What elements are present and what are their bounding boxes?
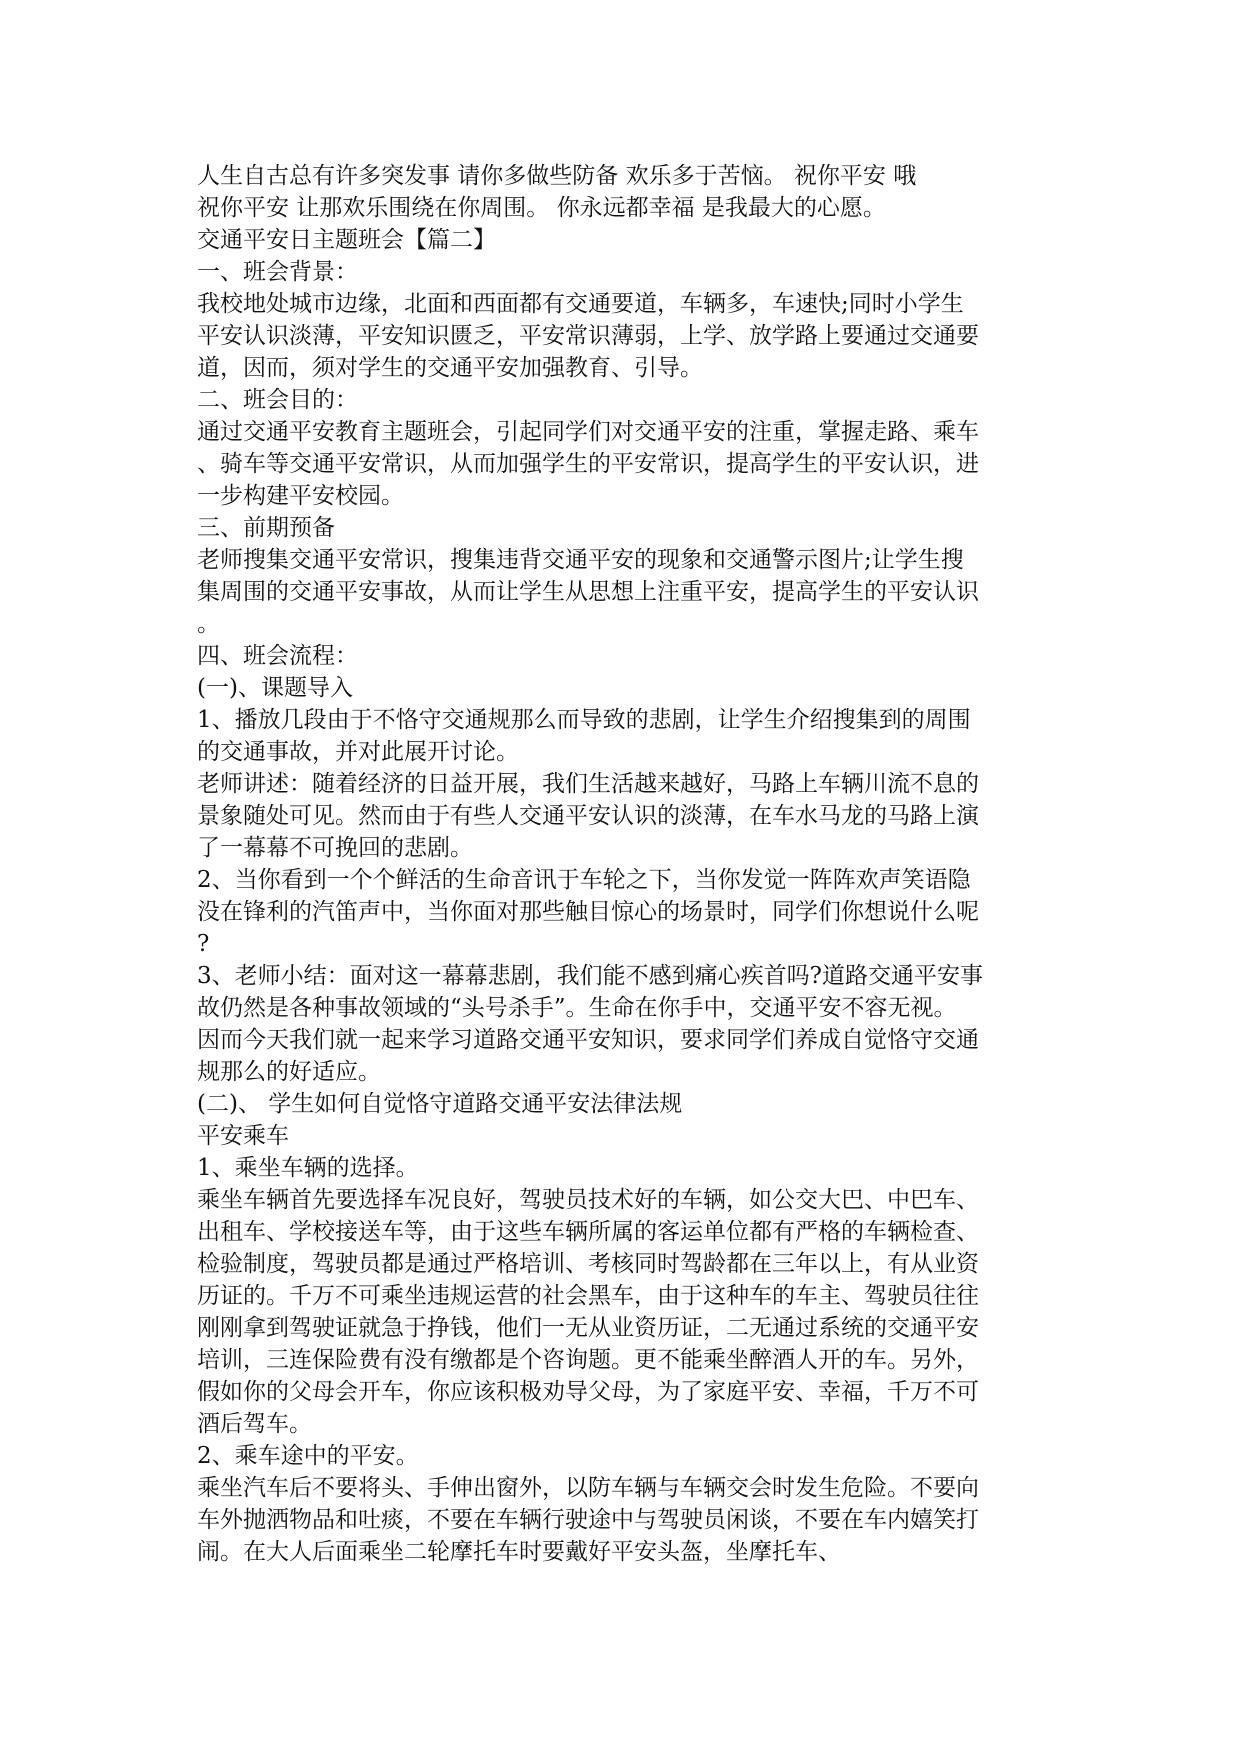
text-line: 3、老师小结：面对这一幕幕悲剧，我们能不感到痛心疾首吗?道路交通平安事: [197, 963, 983, 989]
text-line: 我校地处城市边缘，北面和西面都有交通要道，车辆多，车速快;同时小学生: [197, 291, 964, 317]
text-line: 、骑车等交通平安常识，从而加强学生的平安常识，提高学生的平安认识，进: [197, 451, 979, 477]
text-line: 集周围的交通平安事故，从而让学生从思想上注重平安，提高学生的平安认识: [197, 579, 979, 605]
text-line: 。: [197, 611, 220, 637]
text-line: 闹。在大人后面乘坐二轮摩托车时要戴好平安头盔，坐摩托车、: [197, 1539, 841, 1565]
text-line: 没在锋利的汽笛声中，当你面对那些触目惊心的场景时，同学们你想说什么呢: [197, 899, 979, 925]
text-line: 通过交通平安教育主题班会，引起同学们对交通平安的注重，掌握走路、乘车: [197, 419, 979, 445]
text-line: 一步构建平安校园。: [197, 483, 404, 509]
text-line: 了一幕幕不可挽回的悲剧。: [197, 835, 473, 861]
text-line: ?: [197, 931, 210, 957]
text-line: 平安认识淡薄，平安知识匮乏，平安常识薄弱，上学、放学路上要通过交通要: [197, 323, 979, 349]
text-line: 交通平安日主题班会【篇二】: [197, 227, 496, 253]
text-line: 出租车、学校接送车等，由于这些车辆所属的客运单位都有严格的车辆检查、: [197, 1219, 979, 1245]
text-line: 乘坐汽车后不要将头、手伸出窗外，以防车辆与车辆交会时发生危险。不要向: [197, 1475, 979, 1501]
text-line: 假如你的父母会开车，你应该积极劝导父母，为了家庭平安、幸福，千万不可: [197, 1379, 979, 1405]
text-line: 2、当你看到一个个鲜活的生命音讯于车轮之下，当你发觉一阵阵欢声笑语隐: [197, 867, 971, 893]
text-line: 检验制度，驾驶员都是通过严格培训、考核同时驾龄都在三年以上，有从业资: [197, 1251, 979, 1277]
document-body: [197, 160, 1057, 1568]
text-line: (一)、课题导入: [197, 675, 353, 701]
text-line: 故仍然是各种事故领域的“头号杀手”。生命在你手中，交通平安不容无视。: [197, 995, 957, 1021]
text-line: 1、乘坐车辆的选择。: [197, 1155, 419, 1181]
text-line: 景象随处可见。然而由于有些人交通平安认识的淡薄，在车水马龙的马路上演: [197, 803, 979, 829]
text-line: 乘坐车辆首先要选择车况良好，驾驶员技术好的车辆，如公交大巴、中巴车、: [197, 1187, 979, 1213]
text-line: 四、班会流程：: [197, 643, 358, 669]
text-line: 道，因而，须对学生的交通平安加强教育、引导。: [197, 355, 703, 381]
text-line: (二)、 学生如何自觉恪守道路交通平安法律法规: [197, 1091, 683, 1117]
text-line: 因而今天我们就一起来学习道路交通平安知识，要求同学们养成自觉恪守交通: [197, 1027, 979, 1053]
text-line: 老师搜集交通平安常识，搜集违背交通平安的现象和交通警示图片;让学生搜: [197, 547, 964, 573]
text-line: 培训，三连保险费有没有缴都是个咨询题。更不能乘坐醉酒人开的车。另外，: [197, 1347, 979, 1373]
text-line: 2、乘车途中的平安。: [197, 1443, 419, 1469]
text-line: 二、班会目的：: [197, 387, 358, 413]
text-line: 平安乘车: [197, 1123, 289, 1149]
text-line: 历证的。千万不可乘坐违规运营的社会黑车，由于这种车的车主、驾驶员往往: [197, 1283, 979, 1309]
text-line: 车外抛洒物品和吐痰，不要在车辆行驶途中与驾驶员闲谈，不要在车内嬉笑打: [197, 1507, 979, 1533]
text-line: 1、播放几段由于不恪守交通规那么而导致的悲剧，让学生介绍搜集到的周围: [197, 707, 971, 733]
text-line: 一、班会背景：: [197, 259, 358, 285]
text-line: 的交通事故，并对此展开讨论。: [197, 739, 519, 765]
text-line: 三、前期预备: [197, 515, 335, 541]
text-line: 祝你平安 让那欢乐围绕在你周围。 你永远都幸福 是我最大的心愿。: [197, 195, 886, 221]
text-line: 酒后驾车。: [197, 1411, 312, 1437]
text-line: 刚刚拿到驾驶证就急于挣钱，他们一无从业资历证，二无通过系统的交通平安: [197, 1315, 979, 1341]
text-line: 人生自古总有许多突发事 请你多做些防备 欢乐多于苦恼。 祝你平安 哦: [197, 163, 917, 189]
text-line: 老师讲述：随着经济的日益开展，我们生活越来越好，马路上车辆川流不息的: [197, 771, 979, 797]
text-line: 规那么的好适应。: [197, 1059, 381, 1085]
